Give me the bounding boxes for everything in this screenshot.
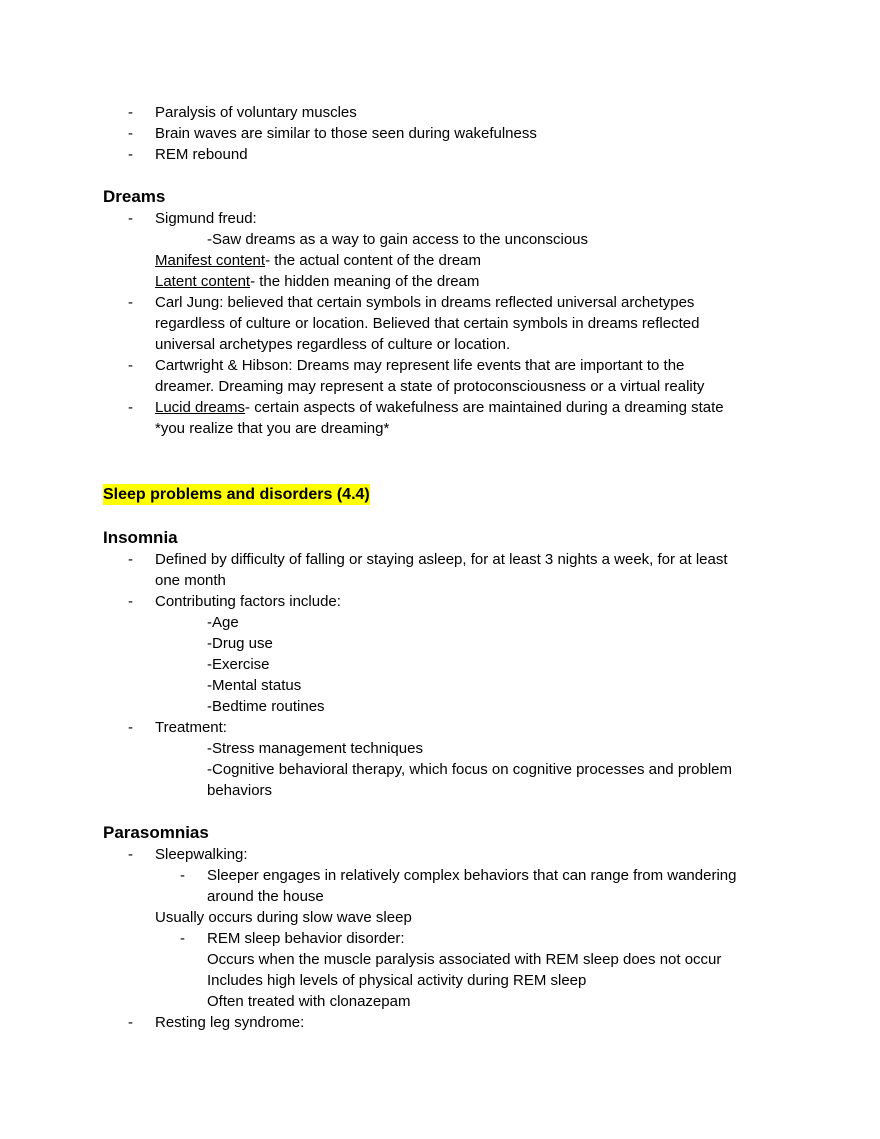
text: Insomnia: [103, 528, 178, 547]
text: Parasomnias: [103, 823, 209, 842]
text: [155, 271, 479, 292]
text: Sleeper engages in relatively complex behaviors that can range from wandering: [207, 867, 737, 884]
bullet-dash: -: [128, 104, 133, 121]
latent-term: Latent content: [155, 273, 251, 290]
text: Brain waves are similar to those seen during wakefulness: [155, 125, 537, 142]
bullet-dash: -: [128, 294, 133, 311]
text: -Drug use: [207, 635, 273, 652]
bullet-dash: -: [180, 867, 185, 884]
text: -Mental status: [207, 677, 302, 694]
text: Treatment:: [155, 719, 227, 736]
text: around the house: [207, 888, 324, 905]
text: REM sleep behavior disorder:: [207, 930, 405, 947]
bullet-dash: -: [128, 357, 133, 374]
text: Dreams: [103, 187, 166, 206]
text: -Saw dreams as a way to gain access to the unconscious: [207, 231, 589, 248]
text: Often treated with clonazepam: [207, 993, 411, 1010]
text: Occurs when the muscle paralysis associated with REM sleep does not occur: [207, 951, 722, 968]
text: dreamer. Dreaming may represent a state of protoconsciousness or a virtual reality: [155, 378, 705, 395]
bullet-dash: -: [128, 593, 133, 610]
text: Paralysis of voluntary muscles: [155, 104, 357, 121]
text: - certain aspects of wakefulness are maintained during a dreaming state: [245, 399, 724, 416]
text: -Exercise: [207, 656, 270, 673]
text: REM rebound: [155, 146, 248, 163]
text: Sigmund freud:: [155, 210, 257, 227]
text: Sleep problems and disorders (4.4): [103, 486, 370, 503]
bullet-dash: -: [180, 930, 185, 947]
bullet-dash: -: [128, 551, 133, 568]
text: one month: [155, 572, 226, 589]
text: -Cognitive behavioral therapy, which focus on cognitive processes and problem: [207, 761, 733, 778]
text: -Bedtime routines: [207, 698, 325, 715]
text: Includes high levels of physical activity during REM sleep: [207, 972, 587, 989]
bullet-dash: -: [128, 1014, 133, 1031]
text: regardless of culture or location. Believed that certain symbols in dreams reflected: [155, 315, 700, 332]
text: universal archetypes regardless of culture or location.: [155, 336, 511, 353]
bullet-dash: -: [128, 125, 133, 142]
text: *you realize that you are dreaming*: [155, 420, 390, 437]
text: Cartwright & Hibson: Dreams may represent life events that are important to the: [155, 357, 685, 374]
text: [155, 250, 481, 271]
bullet-dash: -: [128, 146, 133, 163]
text: - the actual content of the dream: [265, 252, 482, 269]
lucid-term: Lucid dreams: [155, 399, 246, 416]
bullet-dash: -: [128, 846, 133, 863]
text: -Age: [207, 614, 239, 631]
text: -Stress management techniques: [207, 740, 423, 757]
bullet-dash: -: [128, 399, 133, 416]
text: - the hidden meaning of the dream: [250, 273, 480, 290]
text: [155, 397, 724, 418]
text: Defined by difficulty of falling or staying asleep, for at least 3 nights a week, for at least: [155, 551, 728, 568]
text: Sleepwalking:: [155, 846, 248, 863]
bullet-dash: -: [128, 719, 133, 736]
text: behaviors: [207, 782, 273, 799]
text: Resting leg syndrome:: [155, 1014, 305, 1031]
bullet-dash: -: [128, 210, 133, 227]
manifest-term: Manifest content: [155, 252, 266, 269]
text: Carl Jung: believed that certain symbols in dreams reflected universal archetypes: [155, 294, 695, 311]
text: Usually occurs during slow wave sleep: [155, 909, 412, 926]
text: Contributing factors include:: [155, 593, 341, 610]
